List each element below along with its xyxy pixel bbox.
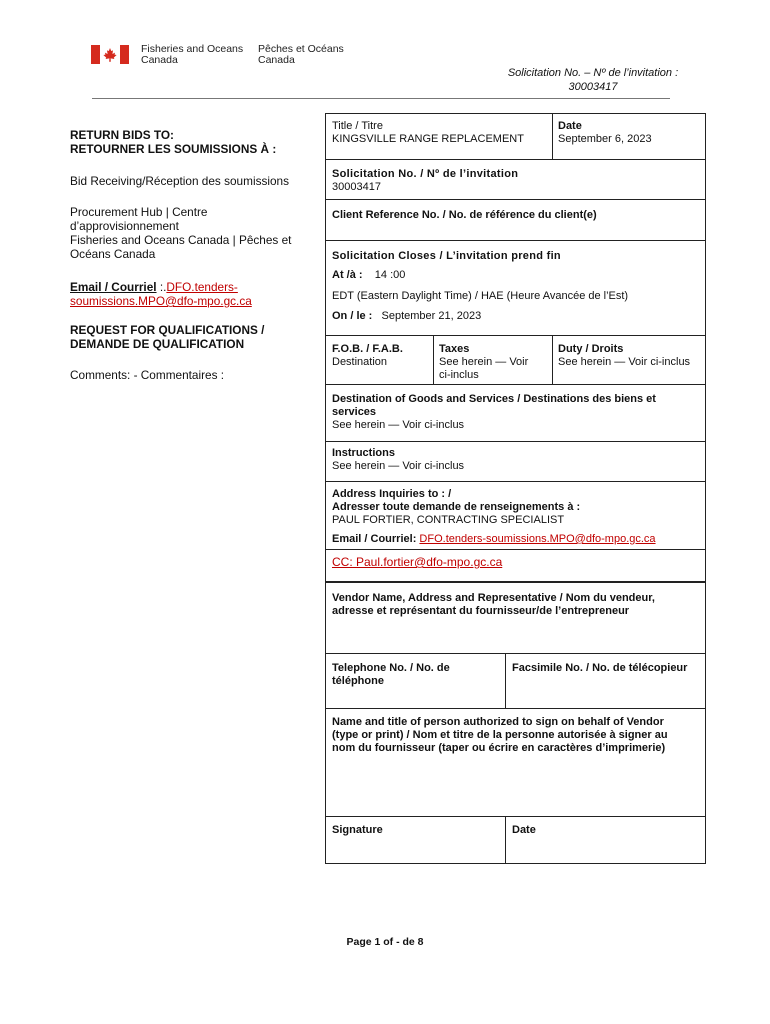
taxes-value-line1: See herein — Voir [439,356,529,368]
solicitation-header [478,66,708,94]
destination-label-line1: Destination of Goods and Services / Destinations des biens et [332,393,656,405]
return-bids-en: RETURN BIDS TO: [70,128,174,142]
procurement-line4: Océans Canada [70,247,156,261]
destination-value: See herein — Voir ci-inclus [332,419,465,431]
inquiries-email-link[interactable]: DFO.tenders-soumissions.MPO@dfo-mpo.gc.ca [419,533,656,545]
dept-en-line1: Fisheries and Oceans [141,43,244,55]
date-label: Date [558,120,582,132]
taxes-cell [435,340,551,385]
return-bids-fr: RETOURNER LES SOUMISSIONS À : [70,142,277,156]
email-separator: :. [156,280,167,294]
inquiries-cell [328,485,702,549]
solicitation-cell [328,165,698,197]
dept-fr-line2: Canada [258,54,295,66]
date-cell [554,117,704,149]
procurement-address [70,205,315,261]
row-divider [326,240,705,241]
comments-label: Comments: - Commentaires : [70,368,225,382]
title-date-divider [552,114,553,159]
row-divider [326,441,705,442]
closing-date-label: On / le : [332,310,373,322]
inquiries-label-line2: Adresser toute demande de renseignements à : [332,501,581,513]
signature-date-divider [505,816,506,863]
signature-date-cell[interactable] [508,821,704,840]
fob-cell [328,340,432,372]
fob-label: F.O.B. / F.A.B. [332,343,403,355]
closing-timezone: EDT (Eastern Daylight Time) / HAE (Heure Avancée de l’Est) [332,290,629,302]
solicitation-header-number: 30003417 [568,81,618,93]
return-bids-heading [70,128,315,156]
vendor-label-line1: Vendor Name, Address and Representative / Nom du vendeur, [332,592,655,604]
procurement-line2: d’approvisionnement [70,219,179,233]
inquiries-label-line1: Address Inquiries to : / [332,488,452,500]
rfq-line2: DEMANDE DE QUALIFICATION [70,337,245,351]
solicitation-form [325,113,706,582]
procurement-line3: Fisheries and Oceans Canada | Pêches et [70,233,292,247]
closing-date-value: September 21, 2023 [381,310,482,322]
row-divider [326,481,705,482]
row-divider [326,199,705,200]
facsimile-cell[interactable] [508,659,704,678]
row-divider [326,384,705,385]
fob-value: Destination [332,356,388,368]
title-label: Title / Titre [332,120,383,132]
vendor-form [325,582,706,864]
procurement-line1: Procurement Hub | Centre [70,205,208,219]
closing-cell [328,247,702,326]
solicitation-value: 30003417 [332,181,381,193]
title-cell [328,117,550,149]
cc-email-link[interactable]: CC: Paul.fortier@dfo-mpo.gc.ca [332,555,503,569]
taxes-label: Taxes [439,343,470,355]
client-reference-cell [328,206,698,225]
rfq-line1: REQUEST FOR QUALIFICATIONS / [70,323,265,337]
duty-label: Duty / Droits [558,343,624,355]
dept-en-line2: Canada [141,54,178,66]
department-name-fr [258,44,344,66]
vendor-cell [328,589,702,621]
row-divider [326,335,705,336]
telephone-cell[interactable] [328,659,498,691]
authorized-line1: Name and title of person authorized to sign on behalf of Vendor [332,716,664,728]
row-divider [326,549,705,550]
duty-cell [554,340,704,372]
client-reference-label: Client Reference No. / No. de référence du client(e) [332,209,597,221]
instructions-label: Instructions [332,447,395,459]
inquiries-email-label: Email / Courriel: [332,533,417,545]
inquiries-contact: PAUL FORTIER, CONTRACTING SPECIALIST [332,514,565,526]
telephone-fax-divider [505,653,506,708]
duty-value: See herein — Voir ci-inclus [558,356,691,368]
closing-time-label: At /à : [332,269,363,281]
closing-label: Solicitation Closes / L’invitation prend fin [332,250,561,262]
bid-receiving: Bid Receiving/Réception des soumissions [70,174,290,188]
row-divider [326,653,705,654]
instructions-cell [328,444,702,476]
page-number: Page 1 of - de 8 [346,936,424,948]
email-block [70,280,315,308]
rfq-heading [70,323,315,351]
facsimile-label: Facsimile No. / No. de télécopieur [512,662,688,674]
solicitation-label: Solicitation No. / Nº de l’invitation [332,168,519,180]
cc-cell [328,553,702,572]
authorized-line3: nom du fournisseur (taper ou écrire en caractères d’imprimerie) [332,742,666,754]
taxes-duty-divider [552,335,553,384]
row-divider [326,708,705,709]
email-label: Email / Courriel [70,280,157,294]
email-link-part1[interactable]: DFO.tenders- [166,280,238,294]
email-link-part2[interactable]: soumissions.MPO@dfo-mpo.gc.ca [70,294,252,308]
fob-taxes-divider [433,335,434,384]
authorized-person-cell[interactable] [328,713,702,758]
destination-cell [328,390,702,435]
instructions-value: See herein — Voir ci-inclus [332,460,465,472]
row-divider [326,159,705,160]
vendor-label-line2: adresse et représentant du fournisseur/de l’entrepreneur [332,605,630,617]
date-value: September 6, 2023 [558,133,652,145]
department-name-en [141,44,243,66]
dept-fr-line1: Pêches et Océans [258,43,344,55]
signature-date-label: Date [512,824,536,836]
canada-flag-icon [91,45,129,64]
header-divider [92,98,670,99]
authorized-line2: (type or print) / Nom et titre de la personne autorisée à signer au [332,729,668,741]
signature-cell[interactable] [328,821,498,840]
taxes-value-line2: ci-inclus [439,369,479,381]
closing-time-value: 14 :00 [374,269,406,281]
telephone-label-line1: Telephone No. / No. de [332,662,450,674]
signature-label: Signature [332,824,383,836]
telephone-label-line2: téléphone [332,675,384,687]
destination-label-line2: services [332,406,377,418]
solicitation-header-label: Solicitation No. – Nº de l’invitation : [507,67,679,79]
title-value: KINGSVILLE RANGE REPLACEMENT [332,133,524,145]
row-divider [326,816,705,817]
